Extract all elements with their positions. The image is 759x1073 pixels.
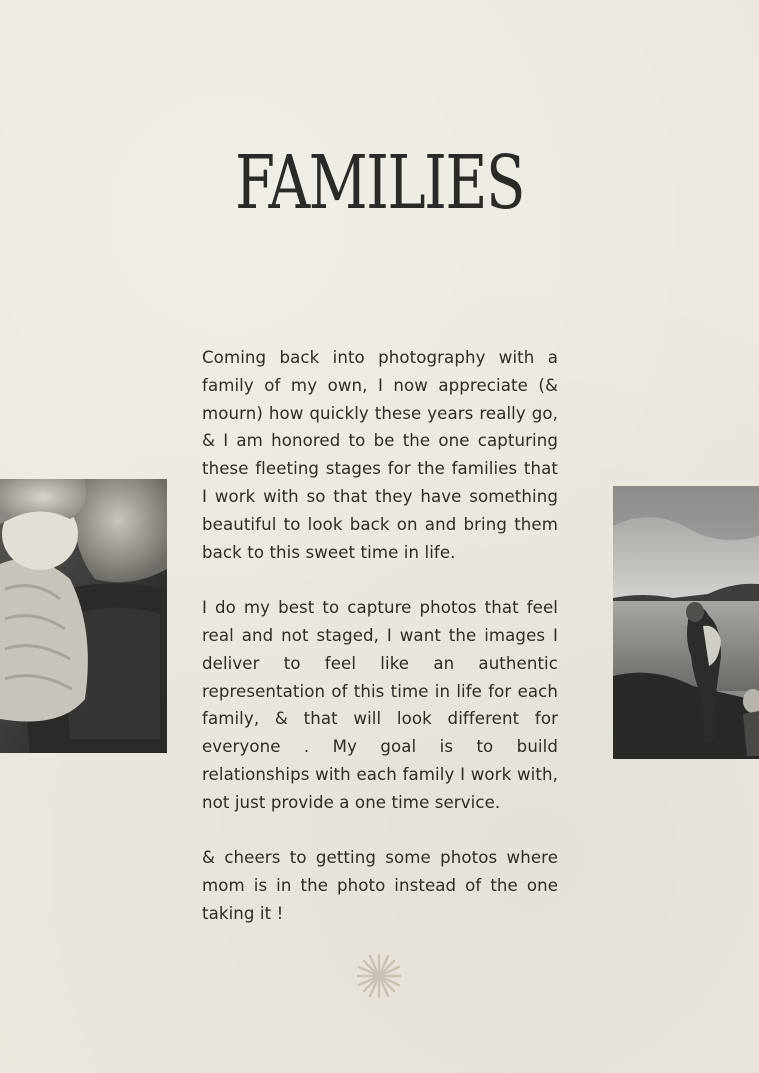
paragraph-1: Coming back into photography with a family of my own, I now appreciate (& mourn) how quickly these years really go, & I am honored to be the one capturing these fleeting stages for the families that I work with so that they have something beautiful to look back on and bring them back to this sweet time in life. xyxy=(202,348,558,562)
page-title: FAMILIES xyxy=(235,140,524,226)
photo-lake-mother-child xyxy=(613,486,759,759)
paragraph-2: I do my best to capture photos that feel real and not staged, I want the images I deliver to feel like an authentic representation of this time in life for each family, & that will look different for everyone . My goal is to build relationships with each family I work with, not just provide a one time service. xyxy=(202,598,558,812)
photo-mother-toddler xyxy=(0,479,167,753)
photo-mother-toddler-image xyxy=(0,479,167,753)
body-text xyxy=(202,344,558,928)
photo-lake-mother-child-image xyxy=(613,486,759,759)
sparkle-icon xyxy=(356,953,402,999)
paragraph-3: & cheers to getting some photos where mom is in the photo instead of the one taking it ! xyxy=(202,848,558,923)
